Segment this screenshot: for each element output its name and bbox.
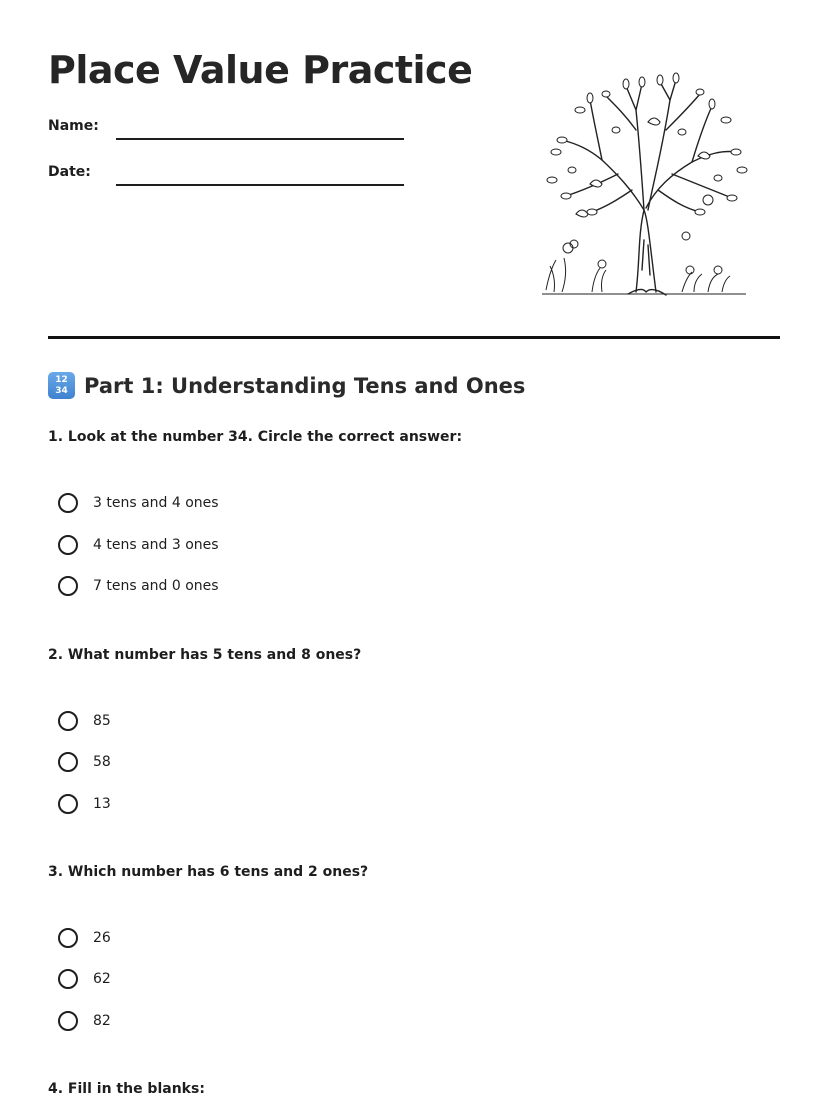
page-title: Place Value Practice — [48, 48, 473, 92]
q3-option-c[interactable] — [58, 1009, 111, 1033]
radio-circle[interactable] — [58, 752, 78, 772]
option-label: 26 — [93, 930, 111, 946]
option-label: 13 — [93, 796, 111, 812]
radio-circle[interactable] — [58, 711, 78, 731]
option-label: 85 — [93, 713, 111, 729]
date-label: Date: — [48, 164, 91, 180]
question-3: 3. Which number has 6 tens and 2 ones? — [48, 864, 369, 880]
name-blank-line[interactable] — [116, 138, 404, 140]
option-label: 62 — [93, 971, 111, 987]
question-1: 1. Look at the number 34. Circle the correct answer: — [48, 429, 463, 445]
radio-circle[interactable] — [58, 928, 78, 948]
keycap-digits-bottom: 34 — [55, 385, 68, 396]
radio-circle[interactable] — [58, 576, 78, 596]
radio-circle[interactable] — [58, 1011, 78, 1031]
q2-option-b[interactable] — [58, 750, 111, 774]
date-field — [48, 162, 408, 186]
option-label: 82 — [93, 1013, 111, 1029]
tree-with-birds-illustration — [532, 70, 758, 298]
name-field — [48, 116, 408, 140]
part1-heading-text: Part 1: Understanding Tens and Ones — [84, 373, 526, 398]
option-label: 4 tens and 3 ones — [93, 537, 219, 553]
radio-circle[interactable] — [58, 493, 78, 513]
radio-circle[interactable] — [58, 794, 78, 814]
radio-circle[interactable] — [58, 535, 78, 555]
radio-circle[interactable] — [58, 969, 78, 989]
q3-option-a[interactable] — [58, 926, 111, 950]
header-divider — [48, 336, 780, 339]
q3-option-b[interactable] — [58, 967, 111, 991]
date-blank-line[interactable] — [116, 184, 404, 186]
question-2: 2. What number has 5 tens and 8 ones? — [48, 647, 362, 663]
part1-heading — [48, 372, 525, 399]
option-label: 58 — [93, 754, 111, 770]
q2-option-c[interactable] — [58, 792, 111, 816]
name-label: Name: — [48, 118, 99, 134]
q1-option-a[interactable] — [58, 491, 219, 515]
numbers-keycap-icon — [48, 372, 75, 399]
keycap-digits-top: 12 — [55, 374, 68, 385]
q1-option-b[interactable] — [58, 533, 219, 557]
option-label: 7 tens and 0 ones — [93, 578, 219, 594]
question-4: 4. Fill in the blanks: — [48, 1081, 205, 1097]
q2-option-a[interactable] — [58, 709, 111, 733]
q1-option-c[interactable] — [58, 574, 219, 598]
option-label: 3 tens and 4 ones — [93, 495, 219, 511]
